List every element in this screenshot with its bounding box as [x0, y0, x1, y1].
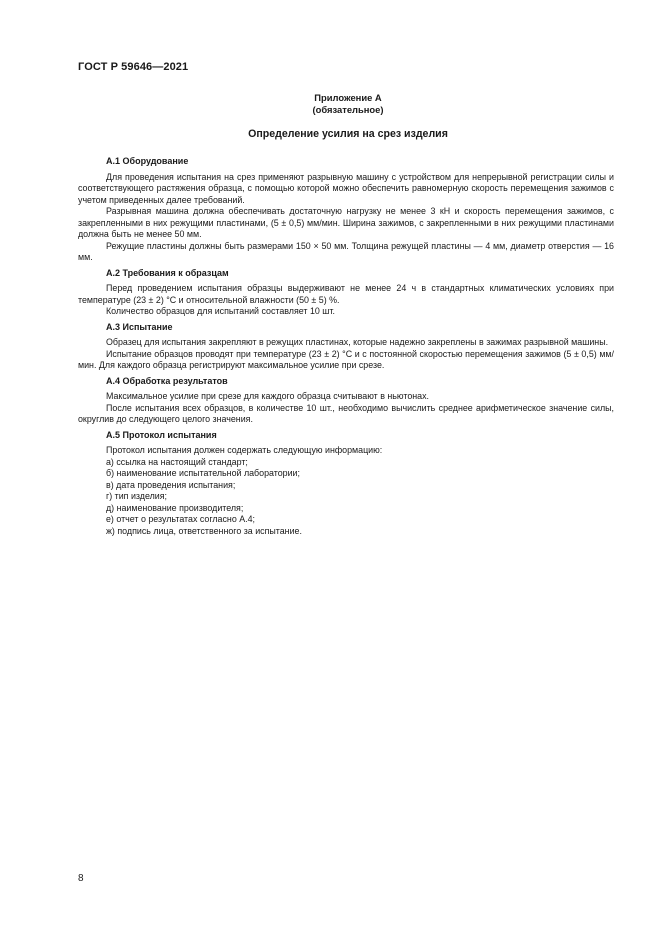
section-results-processing: [78, 376, 614, 426]
paragraph: Разрывная машина должна обеспечивать достаточную нагрузку не менее 3 кН и скорость перемещения зажимов, с закрепленными в них режущими пластинами, (5 ± 0,5) мм/мин. Ширина зажимов, с закрепленными в них режущими пластинами должна быть не менее 50 мм.: [78, 206, 614, 239]
section-title: А.3 Испытание: [106, 321, 173, 332]
paragraph: После испытания всех образцов, в количестве 10 шт., необходимо вычислить среднее арифметическое значение силы, округлив до следующего целого значения.: [78, 402, 614, 424]
section-title: А.5 Протокол испытания: [106, 429, 217, 440]
section-title: А.1 Оборудование: [106, 156, 189, 166]
list-item: г) тип изделия;: [106, 491, 168, 501]
paragraph: Для проведения испытания на срез применяют разрывную машину с устройством для непрерывной регистрации силы и соответствующего растяжения образца, с помощью которой можно обеспечить равномерную скорость перемещения зажимов с учетом приведенных далее требований.: [78, 171, 614, 205]
paragraph: Перед проведением испытания образцы выдерживают не менее 24 ч в стандартных климатических условиях при температуре (23 ± 2) °С и относительной влажности (50 ± 5) %.: [78, 283, 614, 305]
appendix-title: Определение усилия на срез изделия: [248, 128, 448, 140]
list-item: е) отчет о результатах согласно А.4;: [106, 514, 256, 524]
section-equipment: [78, 156, 614, 264]
appendix-heading: [78, 92, 618, 116]
section-sample-requirements: [78, 268, 614, 318]
section-title: А.4 Обработка результатов: [106, 375, 228, 386]
list-item: ж) подпись лица, ответственного за испытание.: [106, 525, 302, 536]
page-number: 8: [78, 873, 84, 884]
paragraph: Протокол испытания должен содержать следующую информацию:: [106, 445, 383, 455]
paragraph: Количество образцов для испытаний составляет 10 шт.: [106, 306, 335, 316]
paragraph: Режущие пластины должны быть размерами 150 × 50 мм. Толщина режущей пластины — 4 мм, диаметр отверстия — 16 мм.: [78, 240, 614, 262]
appendix-label: Приложение А: [314, 92, 382, 103]
paragraph: Испытание образцов проводят при температуре (23 ± 2) °С и с постоянной скоростью перемещения зажимов (5 ± 0,5) мм/мин. Для каждого образца регистрируют максимальное усилие при срезе.: [78, 348, 614, 370]
document-body: [78, 156, 614, 541]
paragraph: Максимальное усилие при срезе для каждого образца считывают в ньютонах.: [106, 391, 429, 401]
standard-header: ГОСТ Р 59646—2021: [78, 61, 189, 73]
list-item: д) наименование производителя;: [106, 502, 244, 513]
paragraph: Образец для испытания закрепляют в режущих пластинах, которые надежно закреплены в зажимах разрывной машины.: [106, 337, 609, 347]
list-item: а) ссылка на настоящий стандарт;: [106, 456, 248, 467]
section-title: А.2 Требования к образцам: [106, 267, 229, 278]
list-item: в) дата проведения испытания;: [106, 479, 236, 490]
appendix-status: (обязательное): [312, 104, 384, 115]
section-test-report: [78, 430, 614, 538]
list-item: б) наименование испытательной лаборатории;: [106, 468, 300, 478]
section-testing: [78, 322, 614, 372]
